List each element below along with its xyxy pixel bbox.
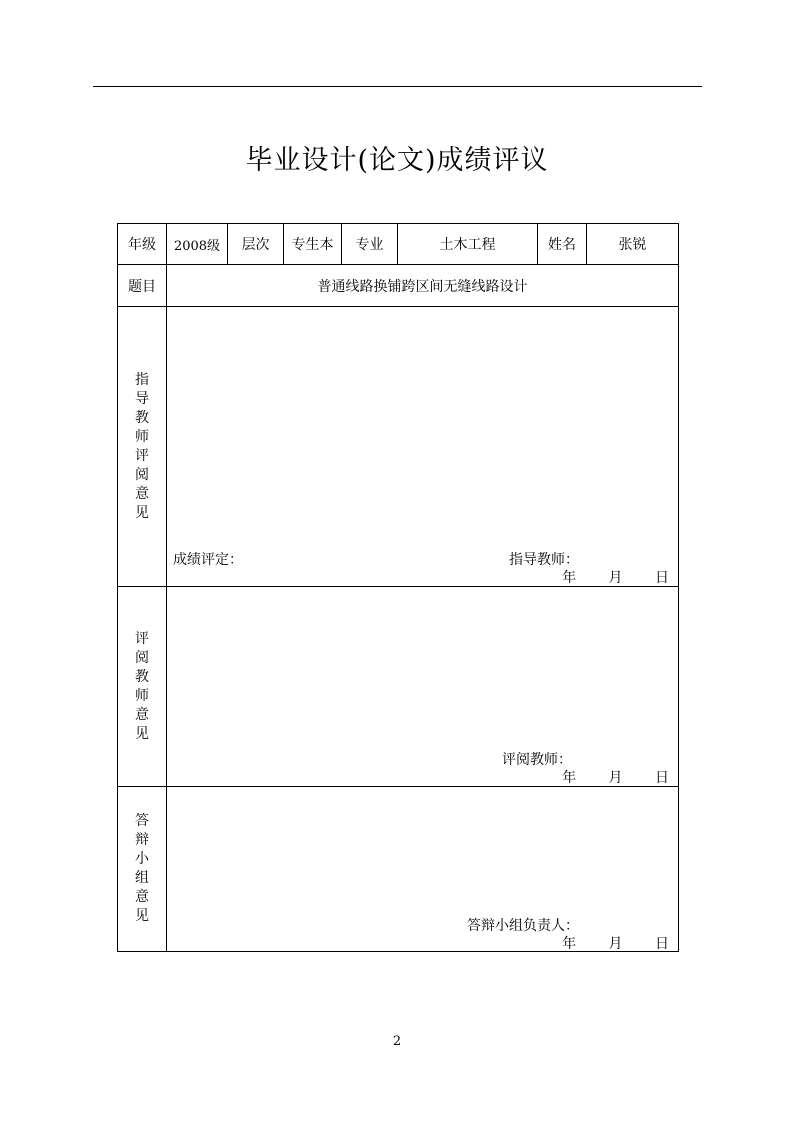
reviewer-label-chars bbox=[118, 630, 166, 744]
topic-value: 普通线路换铺跨区间无缝线路设计 bbox=[167, 265, 679, 307]
defense-date bbox=[562, 933, 669, 953]
label-char: 评 bbox=[135, 630, 149, 647]
defense-date-day: 日 bbox=[655, 936, 669, 952]
reviewer-date-year: 年 bbox=[562, 770, 577, 786]
label-char: 阅 bbox=[135, 649, 149, 666]
label-char: 导 bbox=[135, 390, 149, 407]
topic-label: 题目 bbox=[118, 265, 167, 307]
advisor-signature-label: 指导教师： bbox=[509, 552, 579, 568]
advisor-date-month: 月 bbox=[608, 570, 623, 586]
page-number: 2 bbox=[392, 1034, 402, 1049]
reviewer-date-month: 月 bbox=[608, 770, 623, 786]
major-value: 土木工程 bbox=[398, 224, 538, 265]
label-char: 意 bbox=[135, 889, 149, 905]
label-char: 见 bbox=[135, 504, 149, 521]
advisor-opinion-area bbox=[167, 307, 679, 587]
reviewer-signature-label: 评阅教师： bbox=[502, 752, 572, 768]
reviewer-opinion-row bbox=[118, 587, 679, 787]
reviewer-date-day: 日 bbox=[655, 770, 669, 786]
advisor-date-day: 日 bbox=[655, 570, 669, 586]
reviewer-date bbox=[562, 767, 669, 787]
defense-opinion-label bbox=[118, 787, 167, 952]
header-rule bbox=[93, 86, 702, 87]
label-char: 意 bbox=[135, 485, 149, 502]
major-label: 专业 bbox=[342, 224, 398, 265]
level-label: 层次 bbox=[228, 224, 284, 265]
label-char: 见 bbox=[135, 725, 149, 742]
label-char: 教 bbox=[135, 668, 149, 685]
reviewer-opinion-area bbox=[167, 587, 679, 787]
label-char: 评 bbox=[135, 447, 149, 464]
label-char: 指 bbox=[135, 371, 149, 388]
advisor-opinion-label bbox=[118, 307, 167, 587]
defense-date-month: 月 bbox=[608, 936, 623, 952]
grade-label: 年级 bbox=[118, 224, 167, 265]
advisor-date-year: 年 bbox=[562, 570, 577, 586]
label-char: 意 bbox=[135, 706, 149, 723]
defense-opinion-area bbox=[167, 787, 679, 952]
page-title: 毕业设计(论文)成绩评议 bbox=[245, 145, 549, 176]
name-value: 张锐 bbox=[587, 224, 679, 265]
topic-row bbox=[118, 265, 679, 307]
reviewer-opinion-label bbox=[118, 587, 167, 787]
defense-date-year: 年 bbox=[562, 936, 577, 952]
label-char: 师 bbox=[135, 687, 149, 704]
label-char: 组 bbox=[135, 870, 149, 886]
advisor-label-chars bbox=[118, 371, 166, 523]
label-char: 见 bbox=[135, 908, 149, 924]
score-label: 成绩评定： bbox=[173, 552, 243, 568]
grade-value: 2008级 bbox=[167, 224, 228, 265]
level-value: 专生本 bbox=[284, 224, 342, 265]
info-row bbox=[118, 224, 679, 265]
evaluation-form-table bbox=[117, 223, 679, 952]
defense-label-chars bbox=[118, 812, 166, 926]
label-char: 小 bbox=[135, 851, 149, 867]
advisor-date bbox=[562, 567, 669, 587]
advisor-opinion-row bbox=[118, 307, 679, 587]
label-char: 答 bbox=[135, 813, 149, 829]
name-label: 姓名 bbox=[538, 224, 587, 265]
label-char: 教 bbox=[135, 409, 149, 426]
defense-signature-label: 答辩小组负责人： bbox=[467, 918, 579, 934]
label-char: 阅 bbox=[135, 466, 149, 483]
label-char: 辩 bbox=[135, 832, 149, 848]
defense-opinion-row bbox=[118, 787, 679, 952]
label-char: 师 bbox=[135, 428, 149, 445]
